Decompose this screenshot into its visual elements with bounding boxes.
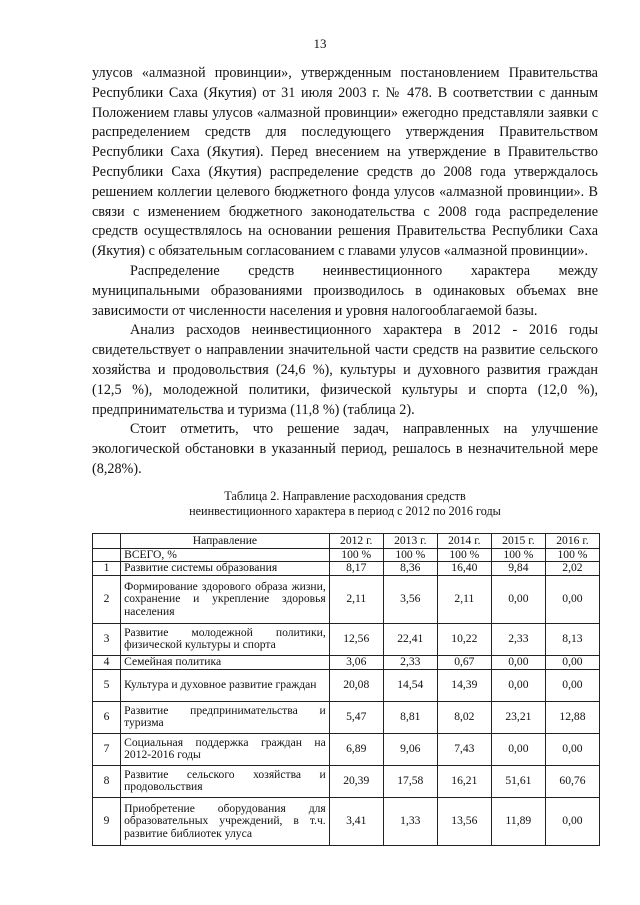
row-number-cell: 3 bbox=[93, 623, 121, 655]
value-cell: 16,21 bbox=[437, 765, 491, 797]
value-cell: 0,00 bbox=[545, 575, 599, 623]
row-number-cell: 1 bbox=[93, 562, 121, 575]
value-cell: 0,00 bbox=[491, 669, 545, 701]
header-row bbox=[93, 534, 600, 549]
direction-cell: Формирование здорового образа жизни, сохранение и укрепление здоровья населения bbox=[121, 575, 330, 623]
header-year: 2012 г. bbox=[329, 534, 383, 549]
value-cell: 20,39 bbox=[329, 765, 383, 797]
value-cell: 9,06 bbox=[383, 733, 437, 765]
value-cell: 3,06 bbox=[329, 655, 383, 669]
value-cell: 23,21 bbox=[491, 701, 545, 733]
direction-cell: ВСЕГО, % bbox=[121, 549, 330, 562]
header-direction: Направление bbox=[121, 534, 330, 549]
value-cell: 14,39 bbox=[437, 669, 491, 701]
direction-cell: Развитие предпринимательства и туризма bbox=[121, 701, 330, 733]
row-number-cell: 4 bbox=[93, 655, 121, 669]
header-year: 2015 г. bbox=[491, 534, 545, 549]
table-row bbox=[93, 655, 600, 669]
header-year: 2013 г. bbox=[383, 534, 437, 549]
table-row bbox=[93, 765, 600, 797]
row-number-cell: 6 bbox=[93, 701, 121, 733]
value-cell: 6,89 bbox=[329, 733, 383, 765]
value-cell: 13,56 bbox=[437, 797, 491, 845]
direction-cell: Приобретение оборудования для образовательных учреждений, в т.ч. развитие библиотек улуса bbox=[121, 797, 330, 845]
direction-cell: Культура и духовное развитие граждан bbox=[121, 669, 330, 701]
value-cell: 8,36 bbox=[383, 562, 437, 575]
row-number-cell: 2 bbox=[93, 575, 121, 623]
value-cell: 2,33 bbox=[491, 623, 545, 655]
page-number: 13 bbox=[313, 36, 327, 51]
value-cell: 11,89 bbox=[491, 797, 545, 845]
value-cell: 14,54 bbox=[383, 669, 437, 701]
table-header bbox=[93, 534, 600, 549]
value-cell: 0,00 bbox=[545, 655, 599, 669]
value-cell: 8,13 bbox=[545, 623, 599, 655]
value-cell: 3,56 bbox=[383, 575, 437, 623]
value-cell: 100 % bbox=[491, 549, 545, 562]
value-cell: 10,22 bbox=[437, 623, 491, 655]
table-caption-line-1: Таблица 2. Направление расходования средств bbox=[224, 489, 466, 503]
paragraph-1: улусов «алмазной провинции», утвержденным постановлением Правительства Республики Саха (Якутия) от 31 июля 2003 г. № 478. В соответствии с данным Положением главы улусов «алмазной провинции» ежегодно представляли заявки с распределением средств для последующего утверждения Правительством Республики Саха (Якутия). Перед внесением на утверждение в Правительство Республики Саха (Якутия) распределение средств до 2008 года утверждалось решением коллегии целевого бюджетного фонда улусов «алмазной провинции». В связи с изменением бюджетного законодательства с 2008 года распределение средств осуществлялось на основании решения Правительства Республики Саха (Якутия) с обязательным согласованием с главами улусов «алмазной провинции». bbox=[92, 65, 598, 260]
paragraph-2: Распределение средств неинвестиционного характера между муниципальными образованиями производилось в одинаковых объемах вне зависимости от численности населения и уровня налогооблагаемой базы. bbox=[92, 262, 598, 319]
direction-cell: Семейная политика bbox=[121, 655, 330, 669]
header-year: 2014 г. bbox=[437, 534, 491, 549]
header-year: 2016 г. bbox=[545, 534, 599, 549]
value-cell: 100 % bbox=[383, 549, 437, 562]
row-number-cell bbox=[93, 549, 121, 562]
direction-cell: Социальная поддержка граждан на 2012-2016 годы bbox=[121, 733, 330, 765]
value-cell: 16,40 bbox=[437, 562, 491, 575]
value-cell: 0,00 bbox=[491, 575, 545, 623]
value-cell: 17,58 bbox=[383, 765, 437, 797]
value-cell: 3,41 bbox=[329, 797, 383, 845]
table-row bbox=[93, 623, 600, 655]
value-cell: 100 % bbox=[437, 549, 491, 562]
direction-cell: Развитие сельского хозяйства и продовольствия bbox=[121, 765, 330, 797]
expenditure-table bbox=[92, 533, 600, 846]
table-row bbox=[93, 575, 600, 623]
value-cell: 7,43 bbox=[437, 733, 491, 765]
value-cell: 2,11 bbox=[437, 575, 491, 623]
table-row bbox=[93, 669, 600, 701]
value-cell: 12,56 bbox=[329, 623, 383, 655]
body-text bbox=[92, 64, 598, 480]
row-number-cell: 5 bbox=[93, 669, 121, 701]
value-cell: 60,76 bbox=[545, 765, 599, 797]
table-row bbox=[93, 733, 600, 765]
value-cell: 22,41 bbox=[383, 623, 437, 655]
value-cell: 51,61 bbox=[491, 765, 545, 797]
row-number-cell: 7 bbox=[93, 733, 121, 765]
value-cell: 2,11 bbox=[329, 575, 383, 623]
total-row bbox=[93, 549, 600, 562]
value-cell: 0,00 bbox=[545, 733, 599, 765]
value-cell: 20,08 bbox=[329, 669, 383, 701]
direction-cell: Развитие системы образования bbox=[121, 562, 330, 575]
table-caption bbox=[92, 489, 598, 519]
direction-cell: Развитие молодежной политики, физической культуры и спорта bbox=[121, 623, 330, 655]
value-cell: 8,17 bbox=[329, 562, 383, 575]
value-cell: 100 % bbox=[545, 549, 599, 562]
value-cell: 0,00 bbox=[545, 797, 599, 845]
value-cell: 100 % bbox=[329, 549, 383, 562]
paragraph-4: Стоит отметить, что решение задач, направленных на улучшение экологической обстановки в указанный период, решалось в незначительной мере (8,28%). bbox=[92, 421, 598, 477]
value-cell: 0,67 bbox=[437, 655, 491, 669]
value-cell: 8,02 bbox=[437, 701, 491, 733]
value-cell: 5,47 bbox=[329, 701, 383, 733]
value-cell: 0,00 bbox=[491, 733, 545, 765]
value-cell: 1,33 bbox=[383, 797, 437, 845]
table-row bbox=[93, 701, 600, 733]
table-caption-line-2: неинвестиционного характера в период с 2012 по 2016 годы bbox=[189, 504, 501, 518]
value-cell: 2,33 bbox=[383, 655, 437, 669]
table-body bbox=[93, 549, 600, 846]
value-cell: 9,84 bbox=[491, 562, 545, 575]
table-row bbox=[93, 562, 600, 575]
row-number-cell: 9 bbox=[93, 797, 121, 845]
row-number-cell: 8 bbox=[93, 765, 121, 797]
value-cell: 0,00 bbox=[545, 669, 599, 701]
value-cell: 0,00 bbox=[491, 655, 545, 669]
value-cell: 8,81 bbox=[383, 701, 437, 733]
table-row bbox=[93, 797, 600, 845]
paragraph-3: Анализ расходов неинвестиционного характера в 2012 - 2016 годы свидетельствует о направлении значительной части средств на развитие сельского хозяйства и продовольствия (24,6 %), культуры и духовного развития граждан (12,5 %), молодежной политики, физической культуры и спорта (12,0 %), предпринимательства и туризма (11,8 %) (таблица 2). bbox=[92, 322, 598, 418]
header-number bbox=[93, 534, 121, 549]
value-cell: 2,02 bbox=[545, 562, 599, 575]
value-cell: 12,88 bbox=[545, 701, 599, 733]
